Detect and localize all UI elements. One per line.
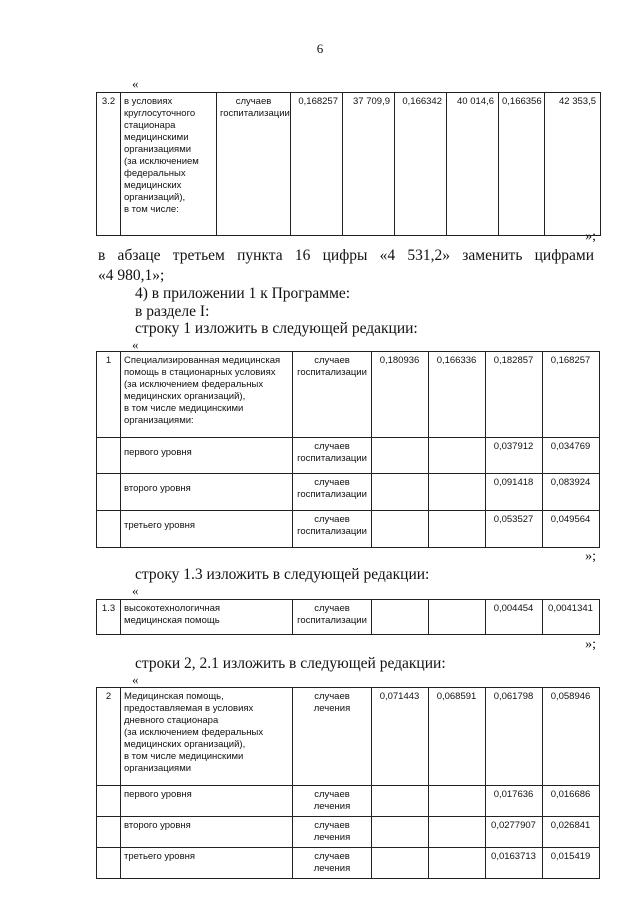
paragraph-line: в разделе I: bbox=[135, 303, 210, 320]
cell-value: 0,061798 bbox=[486, 688, 543, 786]
cell-value bbox=[372, 786, 429, 817]
cell-value bbox=[372, 600, 429, 635]
cell-value: 0,182857 bbox=[486, 352, 543, 438]
paragraph-line: строку 1 изложить в следующей редакции: bbox=[135, 320, 418, 337]
cell-value: 0,049564 bbox=[543, 511, 600, 548]
row-number bbox=[97, 474, 121, 511]
open-quote: « bbox=[132, 337, 139, 352]
row-number: 3.2 bbox=[97, 93, 121, 236]
cell-value: 0,166336 bbox=[429, 352, 486, 438]
row-name: высокотехнологичная медицинская помощь bbox=[121, 600, 293, 635]
cell-value: 0,037912 bbox=[486, 438, 543, 474]
cell-value: 0,068591 bbox=[429, 688, 486, 786]
row-unit: случаев госпитализации bbox=[293, 438, 372, 474]
row-number bbox=[97, 438, 121, 474]
cell-value: 0,166342 bbox=[395, 93, 447, 236]
row-unit: случаев лечения bbox=[293, 786, 372, 817]
row-unit: случаев госпитализации bbox=[293, 474, 372, 511]
paragraph-line: строку 1.3 изложить в следующей редакции: bbox=[135, 566, 430, 583]
row-unit: случаев лечения bbox=[293, 817, 372, 848]
paragraph-line: строки 2, 2.1 изложить в следующей редакции: bbox=[135, 655, 446, 672]
row-name: второго уровня bbox=[121, 817, 293, 848]
cell-value: 0,168257 bbox=[291, 93, 343, 236]
cell-value: 0,015419 bbox=[543, 848, 600, 879]
cell-value: 0,016686 bbox=[543, 786, 600, 817]
row-name: первого уровня bbox=[121, 786, 293, 817]
cell-value: 40 014,6 bbox=[447, 93, 499, 236]
page-number: 6 bbox=[316, 41, 324, 56]
cell-value bbox=[372, 474, 429, 511]
row-number: 1 bbox=[97, 352, 121, 438]
cell-value: 0,083924 bbox=[543, 474, 600, 511]
row-number bbox=[97, 511, 121, 548]
paragraph-line: в абзаце третьем пункта 16 цифры «4 531,2» заменить цифрами bbox=[98, 247, 594, 264]
table-row-1-3 bbox=[96, 599, 600, 635]
row-name: Медицинская помощь, предоставляемая в условиях дневного стационара (за исключением федеральных медицинских организаций), в том числе медицинскими организациями bbox=[121, 688, 293, 786]
cell-value bbox=[429, 600, 486, 635]
cell-value: 0,034769 bbox=[543, 438, 600, 474]
cell-value: 37 709,9 bbox=[343, 93, 395, 236]
cell-value: 0,168257 bbox=[543, 352, 600, 438]
cell-value: 0,0041341 bbox=[543, 600, 600, 635]
open-quote: « bbox=[132, 583, 139, 598]
cell-value bbox=[429, 474, 486, 511]
row-number bbox=[97, 817, 121, 848]
cell-value bbox=[429, 786, 486, 817]
table-row-3-2 bbox=[96, 92, 601, 236]
row-unit: случаев госпитализации bbox=[293, 511, 372, 548]
row-name: в условиях круглосуточного стационара медицинскими организациями (за исключением федеральных медицинских организаций), в том числе: bbox=[121, 93, 217, 236]
cell-value bbox=[429, 438, 486, 474]
cell-value: 0,004454 bbox=[486, 600, 543, 635]
cell-value bbox=[372, 438, 429, 474]
row-unit: случаев лечения bbox=[293, 848, 372, 879]
row-number bbox=[97, 786, 121, 817]
row-name: третьего уровня bbox=[121, 511, 293, 548]
cell-value bbox=[372, 511, 429, 548]
row-unit: случаев лечения bbox=[293, 688, 372, 786]
row-unit: случаев госпитализации bbox=[217, 93, 291, 236]
row-unit: случаев госпитализации bbox=[293, 600, 372, 635]
cell-value: 0,166356 bbox=[499, 93, 545, 236]
row-name: Специализированная медицинская помощь в стационарных условиях (за исключением федеральных медицинских организаций), в том числе медицинскими организациями: bbox=[121, 352, 293, 438]
row-unit: случаев госпитализации bbox=[293, 352, 372, 438]
cell-value: 0,017636 bbox=[486, 786, 543, 817]
cell-value: 42 353,5 bbox=[545, 93, 601, 236]
cell-value: 0,0277907 bbox=[486, 817, 543, 848]
cell-value: 0,071443 bbox=[372, 688, 429, 786]
cell-value: 0,026841 bbox=[543, 817, 600, 848]
cell-value: 0,0163713 bbox=[486, 848, 543, 879]
cell-value: 0,180936 bbox=[372, 352, 429, 438]
cell-value bbox=[429, 817, 486, 848]
cell-value: 0,058946 bbox=[543, 688, 600, 786]
cell-value bbox=[429, 848, 486, 879]
close-mark: »; bbox=[585, 229, 596, 244]
cell-value: 0,053527 bbox=[486, 511, 543, 548]
open-quote: « bbox=[132, 672, 139, 687]
table-row-1 bbox=[96, 351, 600, 548]
table-row-2 bbox=[96, 687, 600, 879]
row-name: первого уровня bbox=[121, 438, 293, 474]
row-name: третьего уровня bbox=[121, 848, 293, 879]
cell-value bbox=[372, 817, 429, 848]
cell-value: 0,091418 bbox=[486, 474, 543, 511]
cell-value bbox=[429, 511, 486, 548]
row-number: 1.3 bbox=[97, 600, 121, 635]
close-mark: »; bbox=[585, 549, 596, 564]
row-number bbox=[97, 848, 121, 879]
paragraph-line: 4) в приложении 1 к Программе: bbox=[135, 285, 351, 302]
close-mark: »; bbox=[585, 637, 596, 652]
paragraph-line: «4 980,1»; bbox=[98, 267, 165, 284]
row-number: 2 bbox=[97, 688, 121, 786]
cell-value bbox=[372, 848, 429, 879]
open-quote: « bbox=[132, 76, 139, 91]
row-name: второго уровня bbox=[121, 474, 293, 511]
